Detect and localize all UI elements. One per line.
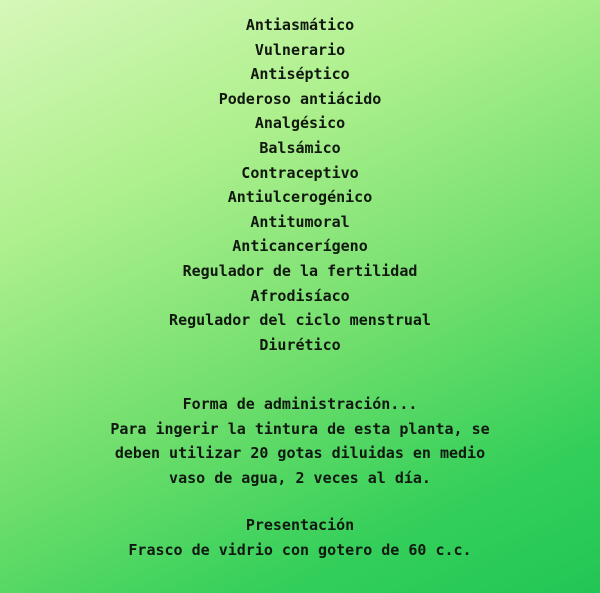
property-item: Poderoso antiácido	[218, 89, 382, 108]
administration-section	[0, 392, 600, 490]
property-item: Antiasmático	[245, 16, 355, 34]
presentation-heading: Presentación	[245, 516, 355, 534]
property-item: Afrodisíaco	[250, 286, 350, 305]
administration-line: deben utilizar 20 gotas diluidas en medio	[114, 444, 486, 463]
property-item: Regulador de la fertilidad	[182, 261, 418, 280]
properties-list	[0, 13, 600, 357]
property-item: Antiséptico	[250, 65, 350, 84]
property-item: Analgésico	[254, 114, 346, 133]
administration-line: Para ingerir la tintura de esta planta, se	[110, 419, 490, 438]
property-item: Regulador del ciclo menstrual	[169, 311, 431, 330]
property-item: Anticancerígeno	[232, 237, 368, 256]
administration-heading: Forma de administración...	[182, 395, 418, 413]
property-item: Balsámico	[259, 138, 341, 157]
presentation-text: Frasco de vidrio con gotero de 60 c.c.	[128, 540, 472, 559]
property-item: Contraceptivo	[241, 163, 359, 182]
presentation-section	[0, 513, 600, 562]
administration-line: vaso de agua, 2 veces al día.	[169, 468, 431, 487]
property-item: Antitumoral	[250, 212, 350, 231]
property-item: Vulnerario	[254, 40, 346, 59]
property-item: Diurético	[259, 335, 341, 354]
property-item: Antiulcerogénico	[227, 188, 373, 207]
